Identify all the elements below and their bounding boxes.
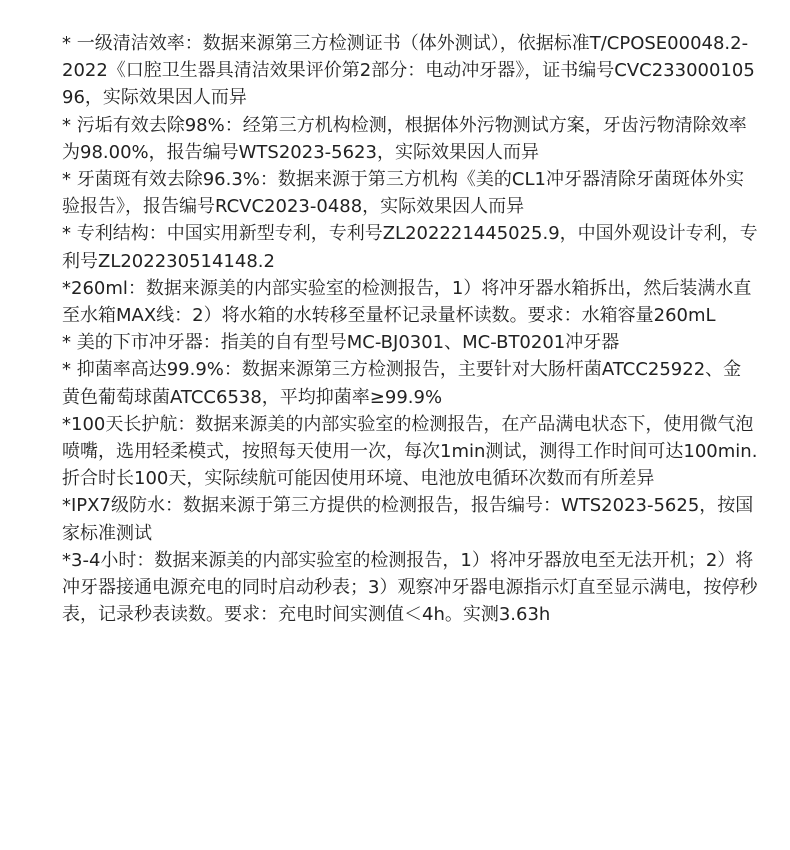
note-product-models: * 美的下市冲牙器：指美的自有型号MC-BJ0301、MC-BT0201冲牙器 <box>62 332 620 354</box>
note-waterproof: *IPX7级防水：数据来源于第三方提供的检测报告，报告编号：WTS2023-5625，按国家标准测试 <box>62 495 754 544</box>
note-cleaning-efficiency: * 一级清洁效率：数据来源第三方检测证书（体外测试），依据标准T/CPOSE00048.2-2022《口腔卫生器具清洁效果评价第2部分：电动冲牙器》，证书编号CVC23300010596，实际效果因人而异 <box>62 33 755 109</box>
note-charging-time: *3-4小时：数据来源美的内部实验室的检测报告，1）将冲牙器放电至无法开机；2）将冲牙器接通电源充电的同时启动秒表；3）观察冲牙器电源指示灯直至显示满电，按停秒表，记录秒表读数。要求：充电时间实测值＜4h。实测3.63h <box>62 549 758 626</box>
note-stain-removal: * 污垢有效去除98%：经第三方机构检测，根据体外污物测试方案，牙齿污物清除效率为98.00%，报告编号WTS2023-5623，实际效果因人而异 <box>62 114 747 163</box>
note-battery-life: *100天长护航：数据来源美的内部实验室的检测报告，在产品满电状态下，使用微气泡喷嘴，选用轻柔模式，按照每天使用一次，每次1min测试，测得工作时间可达100min.折合时长100天，实际续航可能因使用环境、电池放电循环次数而有所差异 <box>62 413 758 490</box>
note-tank-capacity: *260ml：数据来源美的内部实验室的检测报告，1）将冲牙器水箱拆出，然后装满水直至水箱MAX线：2）将水箱的水转移至量杯记录量杯读数。要求：水箱容量260mL <box>62 277 752 327</box>
note-antibacterial-rate: * 抑菌率高达99.9%：数据来源第三方检测报告，主要针对大肠杆菌ATCC25922、金黄色葡萄球菌ATCC6538，平均抑菌率≥99.9% <box>62 359 742 408</box>
note-patent-structure: * 专利结构：中国实用新型专利，专利号ZL202221445025.9，中国外观设计专利，专利号ZL202230514148.2 <box>62 223 758 272</box>
note-plaque-removal: * 牙菌斑有效去除96.3%：数据来源于第三方机构《美的CL1冲牙器清除牙菌斑体外实验报告》，报告编号RCVC2023-0488，实际效果因人而异 <box>62 169 744 218</box>
